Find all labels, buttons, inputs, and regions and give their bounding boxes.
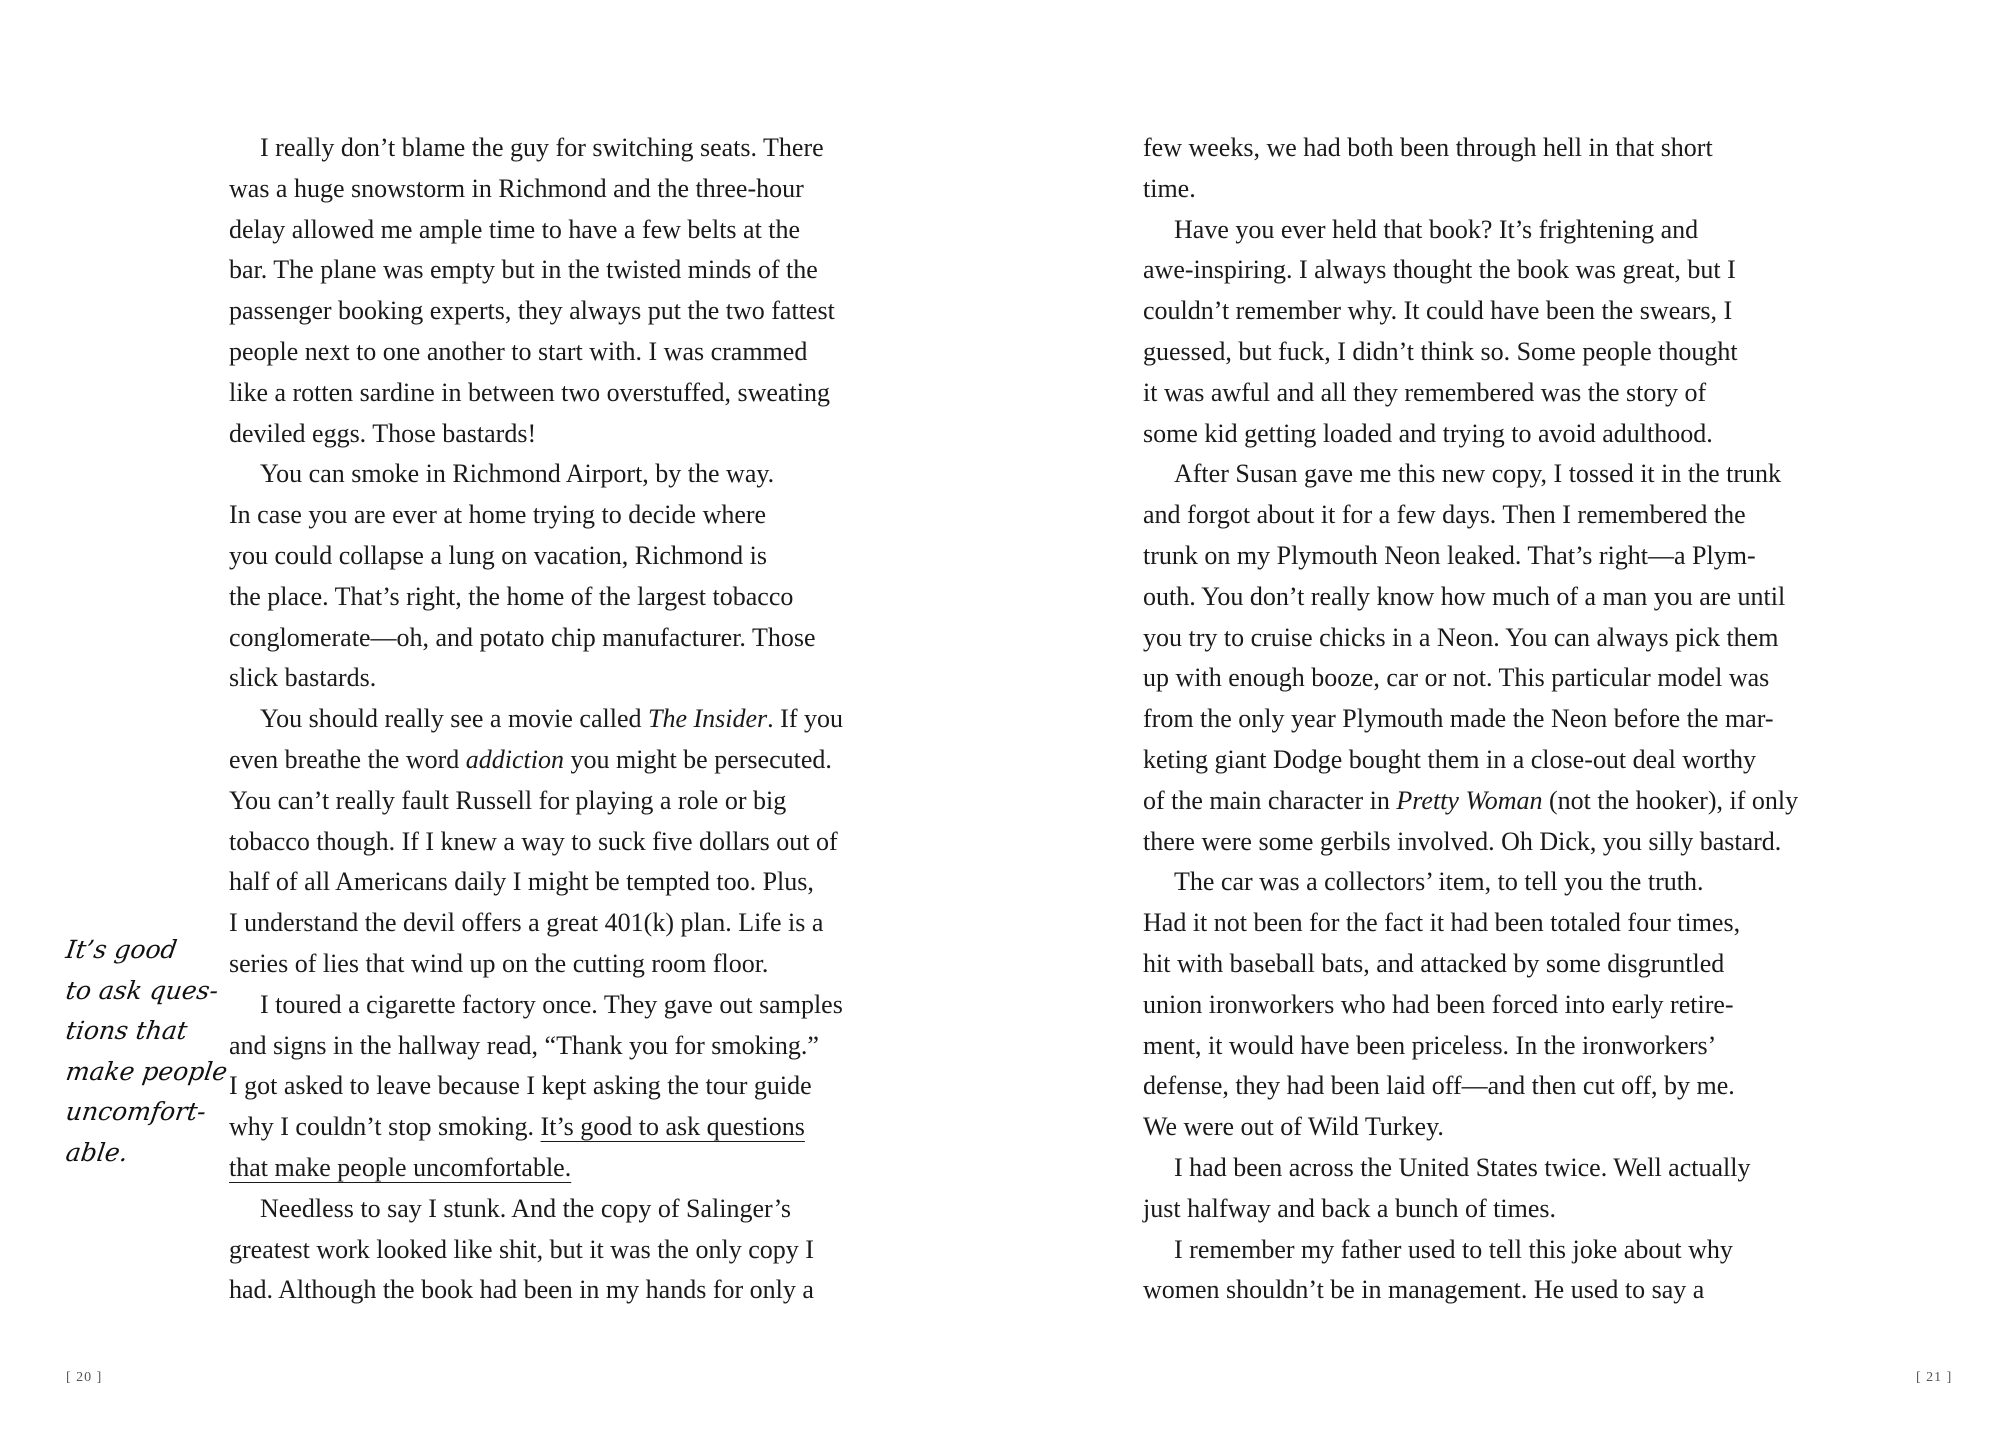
left-page-body-text: [229, 128, 869, 1311]
margin-note-handwritten: [64, 930, 230, 1173]
text-line: [229, 373, 869, 414]
text-line: [229, 536, 869, 577]
text-line: [229, 128, 869, 169]
text-run: the place. That’s right, the home of the largest tobacco: [229, 581, 794, 611]
text-run: couldn’t remember why. It could have been the swears, I: [1143, 296, 1733, 326]
text-line: [1143, 1026, 1783, 1067]
text-line: [1143, 414, 1783, 455]
text-line: [1143, 536, 1783, 577]
text-run: tobacco though. If I knew a way to suck five dollars out of: [229, 826, 838, 856]
text-line: [229, 618, 869, 659]
text-line: [1143, 699, 1783, 740]
text-run: greatest work looked like shit, but it was the only copy I: [229, 1234, 814, 1264]
text-run: from the only year Plymouth made the Neon before the mar-: [1143, 704, 1774, 734]
text-run: union ironworkers who had been forced into early retire-: [1143, 989, 1734, 1019]
text-line: [1143, 862, 1783, 903]
margin-note-line: tions that: [64, 1016, 190, 1045]
text-line: [229, 903, 869, 944]
text-run: I understand the devil offers a great 401(k) plan. Life is a: [229, 908, 824, 938]
text-run: The car was a collectors’ item, to tell you the truth.: [1174, 867, 1704, 897]
text-line: [1143, 332, 1783, 373]
text-run: up with enough booze, car or not. This particular model was: [1143, 663, 1770, 693]
text-run: why I couldn’t stop smoking.: [229, 1112, 541, 1142]
underlined-text: It’s good to ask questions: [540, 1112, 805, 1142]
text-run: women shouldn’t be in management. He used to say a: [1143, 1275, 1705, 1305]
text-run: hit with baseball bats, and attacked by some disgruntled: [1143, 948, 1725, 978]
text-line: [229, 169, 869, 210]
text-line: [1143, 210, 1783, 251]
text-line: [1143, 291, 1783, 332]
text-line: [1143, 1066, 1783, 1107]
text-line: [229, 822, 869, 863]
text-run: guessed, but fuck, I didn’t think so. Some people thought: [1143, 336, 1738, 366]
text-line: [1143, 373, 1783, 414]
text-line: [229, 454, 869, 495]
text-run: I really don’t blame the guy for switching seats. There: [260, 133, 824, 162]
text-run: was a huge snowstorm in Richmond and the three-hour: [229, 173, 804, 203]
text-line: [229, 944, 869, 985]
text-run: Needless to say I stunk. And the copy of Salinger’s: [260, 1193, 791, 1223]
text-line: [1143, 781, 1799, 822]
italic-text: addiction: [465, 744, 564, 774]
text-line: [229, 210, 869, 251]
text-line: [229, 332, 869, 373]
margin-note-line: able.: [64, 1137, 130, 1167]
italic-text: Pretty Woman: [1396, 785, 1543, 815]
text-line: [229, 577, 869, 618]
text-run: . If you: [767, 704, 843, 734]
text-line: [1143, 944, 1783, 985]
text-run: of the main character in: [1143, 785, 1397, 815]
text-line: [1143, 903, 1783, 944]
text-line: [1143, 740, 1783, 781]
text-run: I had been across the United States twice. Well actually: [1174, 1152, 1751, 1182]
text-run: awe-inspiring. I always thought the book was great, but I: [1143, 255, 1736, 285]
text-run: ment, it would have been priceless. In the ironworkers’: [1143, 1030, 1717, 1060]
text-run: there were some gerbils involved. Oh Dick, you silly bastard.: [1143, 826, 1782, 856]
underlined-text: that make people uncomfortable.: [229, 1152, 572, 1182]
text-line: [1143, 577, 1786, 618]
page-number-left: [ 20 ]: [66, 1370, 103, 1385]
margin-note-line: to ask ques-: [64, 975, 221, 1005]
text-line: [1143, 658, 1783, 699]
text-line: [229, 862, 869, 903]
text-line: [1143, 618, 1783, 659]
text-run: just halfway and back a bunch of times.: [1143, 1193, 1556, 1223]
text-run: I got asked to leave because I kept asking the tour guide: [229, 1071, 812, 1101]
text-run: people next to one another to start with. I was crammed: [229, 336, 808, 366]
text-run: some kid getting loaded and trying to avoid adulthood.: [1143, 418, 1713, 448]
text-run: We were out of Wild Turkey.: [1143, 1112, 1444, 1142]
text-run: even breathe the word: [229, 744, 466, 774]
text-run: trunk on my Plymouth Neon leaked. That’s right—a Plym-: [1143, 540, 1756, 570]
text-run: bar. The plane was empty but in the twisted minds of the: [229, 255, 818, 285]
text-run: series of lies that wind up on the cutting room floor.: [229, 948, 769, 978]
text-run: outh. You don’t really know how much of a man you are until: [1143, 581, 1786, 611]
text-line: [229, 1270, 869, 1311]
text-line: [1143, 495, 1783, 536]
italic-text: The Insider: [648, 704, 768, 734]
text-line: [1143, 1230, 1783, 1271]
margin-note-line: It’s good: [64, 935, 179, 964]
right-page-body-text: [1143, 128, 1799, 1311]
text-run: and forgot about it for a few days. Then I remembered the: [1143, 500, 1746, 530]
text-line: [1143, 1270, 1783, 1311]
text-run: You can’t really fault Russell for playing a role or big: [229, 785, 787, 815]
text-line: [229, 1107, 869, 1148]
text-run: few weeks, we had both been through hell in that short: [1143, 133, 1713, 162]
text-run: Have you ever held that book? It’s frightening and: [1174, 214, 1699, 244]
text-run: passenger booking experts, they always put the two fattest: [229, 296, 835, 326]
text-line: [1143, 1107, 1783, 1148]
text-run: You can smoke in Richmond Airport, by the way.: [260, 459, 775, 489]
text-run: slick bastards.: [229, 663, 377, 693]
text-run: you could collapse a lung on vacation, Richmond is: [229, 540, 767, 570]
text-run: had. Although the book had been in my hands for only a: [229, 1275, 814, 1305]
text-line: [229, 658, 869, 699]
text-line: [229, 699, 869, 740]
text-run: Had it not been for the fact it had been totaled four times,: [1143, 908, 1741, 938]
text-run: keting giant Dodge bought them in a close-out deal worthy: [1143, 744, 1757, 774]
text-run: delay allowed me ample time to have a few belts at the: [229, 214, 801, 244]
text-line: [229, 1148, 869, 1189]
text-run: conglomerate—oh, and potato chip manufacturer. Those: [229, 622, 816, 652]
text-line: [1143, 1148, 1783, 1189]
page-number-right: [ 21 ]: [1916, 1370, 1953, 1385]
text-line: [229, 781, 869, 822]
text-run: time.: [1143, 173, 1196, 203]
text-line: [1143, 1189, 1783, 1230]
text-line: [229, 495, 869, 536]
text-run: like a rotten sardine in between two overstuffed, sweating: [229, 377, 830, 407]
text-run: deviled eggs. Those bastards!: [229, 418, 537, 448]
text-run: you might be persecuted.: [564, 744, 832, 774]
text-run: it was awful and all they remembered was the story of: [1143, 377, 1707, 407]
text-run: You should really see a movie called: [260, 704, 648, 734]
right-page: [1000, 0, 2000, 1455]
text-run: you try to cruise chicks in a Neon. You can always pick them: [1143, 622, 1779, 652]
text-line: [1143, 128, 1783, 169]
text-line: [1143, 985, 1783, 1026]
text-line: [1143, 169, 1783, 210]
text-run: In case you are ever at home trying to decide where: [229, 500, 767, 530]
text-run: I toured a cigarette factory once. They gave out samples: [260, 989, 843, 1019]
text-line: [229, 740, 869, 781]
text-line: [229, 250, 869, 291]
text-line: [229, 414, 869, 455]
text-line: [1143, 250, 1783, 291]
text-line: [229, 985, 869, 1026]
text-line: [1143, 822, 1783, 863]
text-line: [229, 1066, 869, 1107]
text-run: After Susan gave me this new copy, I tossed it in the trunk: [1174, 459, 1782, 489]
text-run: (not the hooker), if only: [1542, 785, 1799, 815]
margin-note-line: uncomfort-: [64, 1097, 208, 1126]
text-line: [229, 1230, 869, 1271]
text-line: [229, 291, 869, 332]
text-run: defense, they had been laid off—and then cut off, by me.: [1143, 1071, 1735, 1101]
text-run: and signs in the hallway read, “Thank you for smoking.”: [229, 1030, 819, 1060]
text-line: [229, 1189, 869, 1230]
text-run: half of all Americans daily I might be tempted too. Plus,: [229, 867, 814, 897]
margin-note-line: make people: [64, 1056, 230, 1086]
text-line: [1143, 454, 1783, 495]
text-line: [229, 1026, 869, 1067]
text-run: I remember my father used to tell this joke about why: [1174, 1234, 1733, 1264]
